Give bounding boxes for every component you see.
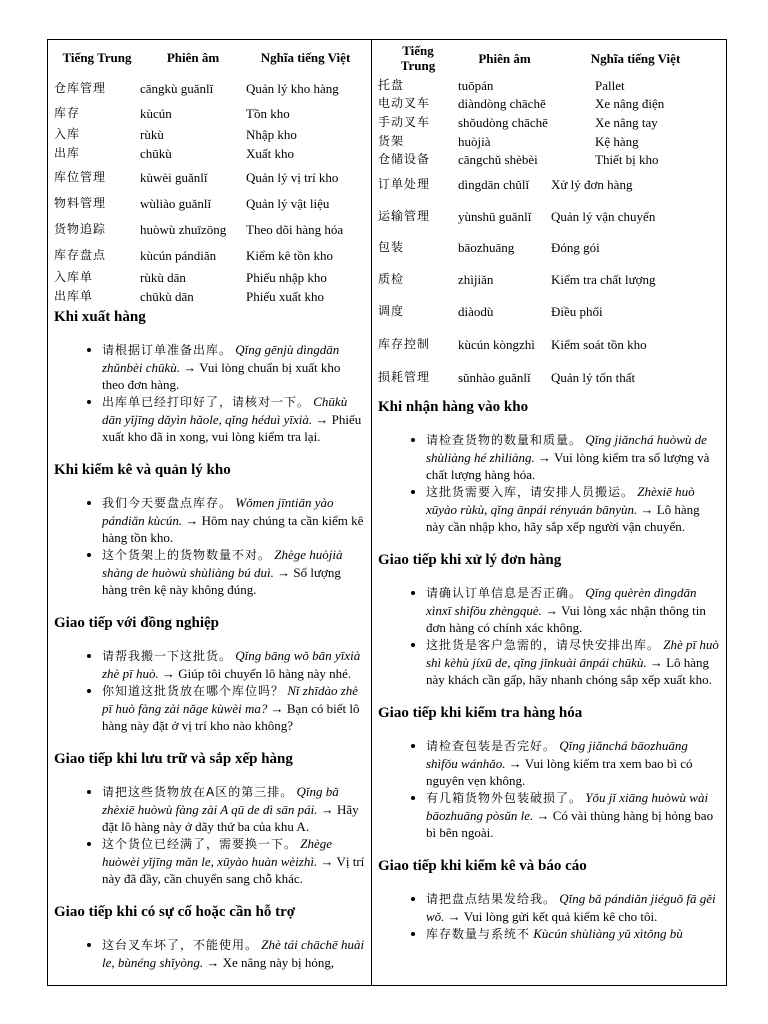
vocab-zh: 损耗管理 [378,369,431,384]
vocab-pinyin: chūkù [140,145,172,161]
header-vietnamese: Nghĩa tiếng Việt [590,50,681,66]
phrase-item [426,925,720,943]
phrase-vi: Bạn có biết lô hàng này đặt ở vị trí kho nào không? [102,701,360,733]
vocab-row [378,150,720,168]
phrase-vi: Phiếu xuất kho đã in xong, vui lòng kiểm tra lại. [102,412,362,444]
phrase-pinyin: Zhège huòwèi yǐjīng mǎn le, xūyào huàn wèizhì. [102,836,333,869]
vocab-row [378,132,720,150]
phrase-zh: 请把盘点结果发给我。 [426,892,557,906]
phrase-list [54,341,365,445]
vocab-row [54,74,365,102]
vocab-row [54,216,365,242]
phrase-zh: 你知道这批货放在哪个库位吗？ [102,684,285,698]
vocab-zh: 包装 [378,239,405,254]
vocab-pinyin: tuōpán [458,77,494,93]
header-vietnamese: Nghĩa tiếng Việt [260,49,351,65]
phrase-item: • 请检查货物的数量和质量。 Qǐng jiǎnchá huòwù de shùliàng hé zhìliàng. → Vui lòng kiểm tra số lượng và chất lượng hàng hóa. [426,431,720,483]
vocab-pinyin: dìngdān chǔlǐ [458,176,530,192]
phrase-pinyin: Qǐng bǎ pándiǎn jiéguǒ fā gěi wǒ. [426,891,716,924]
vocab-pinyin: rùkù dān [140,269,186,285]
vocab-zh: 仓库管理 [54,80,107,95]
section-title: Khi kiểm kê và quản lý kho [54,462,231,478]
vocab-vi: Kiểm tra chất lượng [551,271,656,287]
section-title: Khi nhận hàng vào kho [378,399,529,415]
vocab-vi: Đóng gói [551,239,600,255]
vocab-pinyin: zhìjiǎn [458,271,494,287]
phrase-vi: Lô hàng này cần nhập kho, hãy sắp xếp người vận chuyển. [426,502,700,534]
vocab-pinyin: kùcún pándiǎn [140,247,217,263]
phrase-vi: Vui lòng kiểm tra số lượng và chất lượng hàng hóa. [426,450,710,482]
vocab-vi: Thiết bị kho [595,151,659,167]
phrase-item: • 请确认订单信息是否正确。 Qǐng quèrèn dìngdān xìnxī shìfǒu zhèngquè. → Vui lòng xác nhận thông tin đơn hàng có chính xác không. [426,584,720,636]
vocab-header-row [54,40,365,74]
phrase-vi: Hãy đặt lô hàng này ở dãy thứ ba của khu A. [102,802,359,834]
vocab-pinyin: diàodù [458,303,494,319]
phrase-pinyin: Qǐng jiǎnchá bāozhuāng shìfǒu wánhǎo. [426,738,688,771]
vocab-pinyin: chūkù dān [140,288,194,304]
section-title: Khi xuất hàng [54,309,146,325]
phrase-zh: 请检查货物的数量和质量。 [426,433,583,447]
phrase-vi: Vui lòng kiểm tra xem bao bì có nguyên vẹn không. [426,756,693,788]
phrase-item: • 请帮我搬一下这批货。 Qǐng bāng wǒ bān yīxià zhè pī huò. → Giúp tôi chuyển lô hàng này nhé. [102,647,365,682]
section-title: Giao tiếp khi kiểm tra hàng hóa [378,705,583,721]
phrase-zh: 请帮我搬一下这批货。 [102,649,233,663]
header-chinese: Tiếng Trung [400,43,436,73]
vocab-row [378,113,720,132]
header-chinese: Tiếng Trung [62,49,132,65]
vocab-pinyin: sǔnhào guǎnlǐ [458,369,531,385]
phrase-zh: 请确认订单信息是否正确。 [426,586,583,600]
vocab-zh: 入库单 [54,269,94,284]
vocab-zh: 订单处理 [378,176,431,191]
vocab-zh: 调度 [378,303,405,318]
vocab-zh: 入库 [54,126,81,141]
vocab-vi: Pallet [595,77,625,93]
vocab-header-row [378,40,720,76]
vocab-vi: Tồn kho [246,106,290,121]
right-column [372,39,727,986]
phrase-vi: Có vài thùng hàng bị hỏng bao bì bên ngoài. [426,808,714,840]
vocab-vi: Điều phối [551,303,603,319]
vocab-zh: 仓储设备 [378,151,431,166]
phrase-item: • 请把盘点结果发给我。 Qǐng bǎ pándiǎn jiéguǒ fā gěi wǒ. → Vui lòng gửi kết quả kiểm kê cho tôi. [426,890,720,925]
phrase-pinyin: Wǒmen jīntiān yào pándiǎn kùcún. [102,495,334,528]
phrase-zh: 这个货位已经满了，需要换一下。 [102,837,298,851]
phrase-list [54,783,365,887]
vocab-row [54,286,365,306]
phrase-zh: 有几箱货物外包装破损了。 [426,791,583,805]
vocab-zh: 库存 [54,106,81,120]
vocab-row [378,326,720,362]
phrase-zh: 请根据订单准备出库。 [102,343,233,357]
phrase-list [378,584,720,688]
section-title: Giao tiếp với đồng nghiệp [54,615,220,631]
left-column [47,39,372,986]
vocab-row [54,143,365,163]
vocab-row [378,362,720,392]
phrase-pinyin: Qǐng bāng wǒ bān yīxià zhè pī huò. [102,648,361,681]
vocab-vi: Xe nâng tay [595,115,658,130]
vocab-pinyin: cāngchǔ shèbèi [458,151,538,167]
phrase-vi: Lô hàng này khách cần gấp, hãy nhanh chóng sắp xếp xuất kho. [426,655,712,687]
phrase-vi: Số lượng hàng trên kệ này không đúng. [102,565,341,597]
phrase-list [54,936,365,971]
phrase-pinyin: Zhè tái chāchē huài le, bùnéng shǐyòng. [102,937,365,970]
vocab-pinyin: huòjià [458,133,491,149]
phrase-vi: Vui lòng xác nhận thông tin đơn hàng có chính xác không. [426,603,706,635]
vocab-vi: Quản lý tổn thất [551,369,636,385]
phrase-item: • 这批货需要入库，请安排人员搬运。 Zhèxiē huò xūyào rùkù, qǐng ānpái rényuán bānyùn. → Lô hàng này cần nhập kho, hãy sắp xếp người vận chuyển. [426,483,720,535]
vocab-row [378,262,720,296]
phrase-zh: 请把这些货物放在A区的第三排。 [102,785,294,799]
phrase-vi: Giúp tôi chuyển lô hàng này nhé. [178,666,352,681]
phrase-zh: 我们今天要盘点库存。 [102,496,233,510]
phrase-pinyin: Kùcún shùliàng yǔ xìtǒng bù [533,926,683,941]
section-title: Giao tiếp khi có sự cố hoặc cần hỗ trợ [54,904,296,920]
vocab-row [378,232,720,262]
header-pinyin: Phiên âm [478,50,531,66]
vocab-zh: 电动叉车 [378,96,431,110]
phrase-pinyin: Zhège huòjià shàng de huòwù shùliàng bú duì. [102,547,343,580]
vocab-pinyin: rùkù [140,126,164,142]
vocab-vi: Xử lý đơn hàng [551,176,633,192]
vocab-row [54,163,365,191]
phrase-pinyin: Zhèxiē huò xūyào rùkù, qǐng ānpái rényuán bānyùn. [426,484,695,517]
vocab-pinyin: kùcún [140,106,172,121]
vocab-zh: 库位管理 [54,169,107,184]
vocab-zh: 物料管理 [54,196,107,210]
vocab-pinyin: kùwèi guǎnlǐ [140,169,208,185]
phrase-pinyin: Qǐng gēnjù dìngdān zhǔnbèi chūkù. [102,342,340,375]
phrase-item: • 我们今天要盘点库存。 Wǒmen jīntiān yào pándiǎn kùcún. → Hôm nay chúng ta cần kiểm kê hàng tồn kho. [102,494,365,546]
phrase-item: • 你知道这批货放在哪个库位吗？ Nǐ zhīdào zhè pī huò fàng zài nǎge kùwèi ma? → Bạn có biết lô hàng này đặt ở vị trí kho nào không? [102,682,365,734]
vocab-table-left [54,40,365,306]
phrase-item: • 这台叉车坏了，不能使用。 Zhè tái chāchē huài le, bùnéng shǐyòng. → Xe nâng này bị hỏng, [102,936,365,971]
vocab-zh: 托盘 [378,77,405,92]
phrase-list [378,890,720,943]
vocab-pinyin: yùnshū guǎnlǐ [458,208,532,224]
phrase-item: • 这个货位已经满了，需要换一下。 Zhège huòwèi yǐjīng mǎn le, xūyào huàn wèizhì. → Vị trí này đã đầy, cần chuyển sang chỗ khác. [102,835,365,887]
phrase-pinyin: Nǐ zhīdào zhè pī huò fàng zài nǎge kùwèi ma? [102,683,359,716]
phrase-vi: Vị trí này đã đầy, cần chuyển sang chỗ khác. [102,854,365,886]
vocab-zh: 库存盘点 [54,247,107,262]
vocab-vi: Kiểm kê tồn kho [246,247,334,263]
vocab-vi: Phiếu nhập kho [246,269,327,285]
phrase-list [378,737,720,841]
phrase-list [378,431,720,535]
phrase-item: • 请检查包装是否完好。 Qǐng jiǎnchá bāozhuāng shìfǒu wánhǎo. → Vui lòng kiểm tra xem bao bì có nguyên vẹn không. [426,737,720,789]
vocab-row [54,102,365,125]
phrase-zh: 这个货架上的货物数量不对。 [102,548,272,562]
vocab-pinyin: bāozhuāng [458,239,515,255]
phrase-item: • 请把这些货物放在A区的第三排。 Qǐng bǎ zhèxiē huòwù fàng zài A qū de dì sān pái. → Hãy đặt lô hàng này ở dãy thứ ba của khu A. [102,783,365,835]
vocab-row [54,191,365,216]
vocab-pinyin: huòwù zhuīzōng [140,221,227,237]
phrase-pinyin: Zhè pī huò shì kèhù jíxū de, qǐng jǐnkuài ānpái chūkù. [426,637,719,670]
vocab-row [54,268,365,286]
vocab-vi: Quản lý vận chuyển [551,208,656,224]
phrase-list [54,647,365,734]
vocab-pinyin: diàndòng chāchē [458,96,546,111]
vocab-pinyin: kùcún kòngzhì [458,336,535,352]
phrase-pinyin: Yǒu jǐ xiāng huòwù wài bāozhuāng pòsǔn le. [426,790,709,823]
phrase-item: • 这个货架上的货物数量不对。 Zhège huòjià shàng de huòwù shùliàng bú duì. → Số lượng hàng trên kệ này không đúng. [102,546,365,598]
phrase-pinyin: Qǐng bǎ zhèxiē huòwù fàng zài A qū de dì sān pái. [102,784,339,817]
section-title: Giao tiếp khi xử lý đơn hàng [378,552,562,568]
phrase-list [54,494,365,598]
vocab-vi: Nhập kho [246,126,297,142]
vocab-zh: 货物追踪 [54,221,107,236]
header-pinyin: Phiên âm [166,49,220,65]
vocab-zh: 库存控制 [378,336,431,351]
vocab-pinyin: cāngkù guǎnlǐ [140,80,214,96]
vocab-row [54,242,365,268]
vocab-zh: 运输管理 [378,208,431,223]
phrase-zh: 这批货是客户急需的，请尽快安排出库。 [426,638,661,652]
vocab-zh: 货架 [378,133,405,148]
phrase-vi: Vui lòng chuẩn bị xuất kho theo đơn hàng. [102,360,341,392]
vocab-vi: Phiếu xuất kho [246,288,324,304]
phrase-pinyin: Chūkù dān yǐjīng dǎyìn hǎole, qǐng héduì yīxià. [102,394,348,427]
phrase-zh: 这批货需要入库，请安排人员搬运。 [426,485,635,499]
vocab-zh: 质检 [378,271,405,286]
phrase-item: • 有几箱货物外包装破损了。 Yǒu jǐ xiāng huòwù wài bāozhuāng pòsǔn le. → Có vài thùng hàng bị hỏng bao bì bên ngoài. [426,789,720,841]
phrase-zh: 出库单已经打印好了，请核对一下。 [102,395,311,409]
vocab-row [378,200,720,232]
phrase-item: • 请根据订单准备出库。 Qǐng gēnjù dìngdān zhǔnbèi chūkù. → Vui lòng chuẩn bị xuất kho theo đơn hàng. [102,341,365,393]
vocab-row [378,168,720,200]
vocab-vi: Quản lý vị trí kho [246,169,339,185]
vocab-vi: Xe nâng điện [595,96,665,111]
vocab-row [54,125,365,143]
vocab-vi: Quản lý kho hàng [246,80,339,96]
vocab-row [378,94,720,113]
phrase-item: • 这批货是客户急需的，请尽快安排出库。 Zhè pī huò shì kèhù jíxū de, qǐng jǐnkuài ānpái chūkù. → Lô hàng này khách cần gấp, hãy nhanh chóng sắp xếp xuất kho. [426,636,720,688]
vocab-vi: Xuất kho [246,145,295,161]
vocab-vi: Theo dõi hàng hóa [246,221,344,237]
vocab-vi: Kiểm soát tồn kho [551,336,647,352]
vocab-zh: 手动叉车 [378,115,431,129]
phrase-zh: 请检查包装是否完好。 [426,739,557,753]
phrase-pinyin: Qǐng quèrèn dìngdān xìnxī shìfǒu zhèngquè. [426,585,697,618]
phrase-pinyin: Qǐng jiǎnchá huòwù de shùliàng hé zhìliàng. [426,432,707,465]
phrase-vi: Hôm nay chúng ta cần kiểm kê hàng tồn kho. [102,513,364,545]
vocab-zh: 出库单 [54,288,94,303]
vocab-pinyin: wùliào guǎnlǐ [140,196,212,211]
vocab-row [378,296,720,326]
vocab-zh: 出库 [54,145,81,160]
phrase-vi: Xe nâng này bị hỏng, [222,955,335,970]
vocab-table-right [378,40,720,392]
phrase-item: • 出库单已经打印好了，请核对一下。 Chūkù dān yǐjīng dǎyìn hǎole, qǐng héduì yīxià. → Phiếu xuất kho đã in xong, vui lòng kiểm tra lại. [102,393,365,445]
section-title: Giao tiếp khi kiểm kê và báo cáo [378,858,587,874]
phrase-zh: 库存数量与系统不 [426,927,531,941]
vocab-pinyin: shǒudòng chāchē [458,115,548,130]
phrase-vi: Vui lòng gửi kết quả kiểm kê cho tôi. [463,909,658,924]
vocab-vi: Quản lý vật liệu [246,196,330,211]
phrase-zh: 这台叉车坏了，不能使用。 [102,938,259,952]
vocab-vi: Kệ hàng [595,133,639,149]
section-title: Giao tiếp khi lưu trữ và sắp xếp hàng [54,751,293,767]
vocab-row [378,76,720,94]
